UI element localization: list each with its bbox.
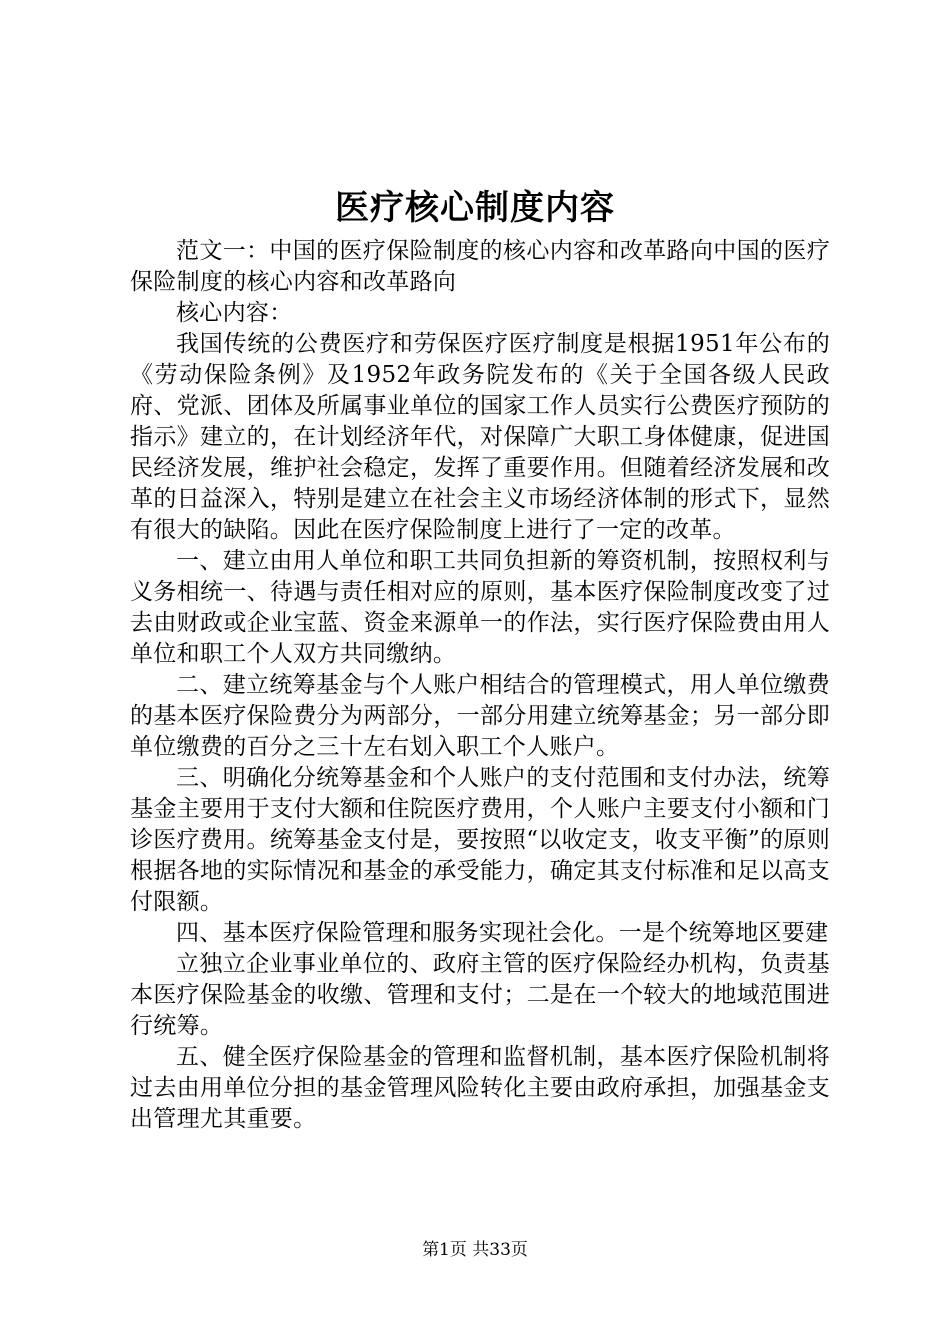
paragraph-point-3: 三、明确化分统筹基金和个人账户的支付范围和支付办法，统筹基金主要用于支付大额和住院医疗费用，个人账户主要支付小额和门诊医疗费用。统筹基金支付是，要按照“以收定支，收支平衡”的原则根据各地的实际情况和基金的承受能力，确定其支付标准和足以高支付限额。	[130, 765, 830, 915]
paragraph-core-heading: 核心内容：	[176, 300, 293, 326]
paragraph-point-5: 五、健全医疗保险基金的管理和监督机制，基本医疗保险机制将过去由用单位分担的基金管理风险转化主要由政府承担，加强基金支出管理尤其重要。	[130, 1044, 830, 1132]
document-title: 医疗核心制度内容	[335, 188, 615, 228]
paragraph-intro: 范文一：中国的医疗保险制度的核心内容和改革路向中国的医疗保险制度的核心内容和改革路向	[130, 238, 830, 295]
paragraph-point-4: 四、基本医疗保险管理和服务实现社会化。一是个统筹地区要建	[176, 920, 829, 946]
paragraph-point-4-continued: 立独立企业事业单位的、政府主管的医疗保险经办机构，负责基本医疗保险基金的收缴、管理和支付；二是在一个较大的地域范围进行统筹。	[130, 951, 830, 1039]
page-number-footer: 第1页 共33页	[422, 1240, 528, 1260]
paragraph-point-2: 二、建立统筹基金与个人账户相结合的管理模式，用人单位缴费的基本医疗保险费分为两部分，一部分用建立统筹基金；另一部分即单位缴费的百分之三十左右划入职工个人账户。	[130, 672, 830, 760]
paragraph-point-1: 一、建立由用人单位和职工共同负担新的筹资机制，按照权利与义务相统一、待遇与责任相对应的原则，基本医疗保险制度改变了过去由财政或企业宝蓝、资金来源单一的作法，实行医疗保险费由用人单位和职工个人双方共同缴纳。	[130, 548, 830, 667]
document-body	[130, 236, 830, 1135]
paragraph-background: 我国传统的公费医疗和劳保医疗医疗制度是根据1951年公布的《劳动保险条例》及1952年政务院发布的《关于全国各级人民政府、党派、团体及所属事业单位的国家工作人员实行公费医疗预防的指示》建立的，在计划经济年代，对保障广大职工身体健康，促进国民经济发展，维护社会稳定，发挥了重要作用。但随着经济发展和改革的日益深入，特别是建立在社会主义市场经济体制的形式下，显然有很大的缺陷。因此在医疗保险制度上进行了一定的改革。	[130, 331, 830, 543]
